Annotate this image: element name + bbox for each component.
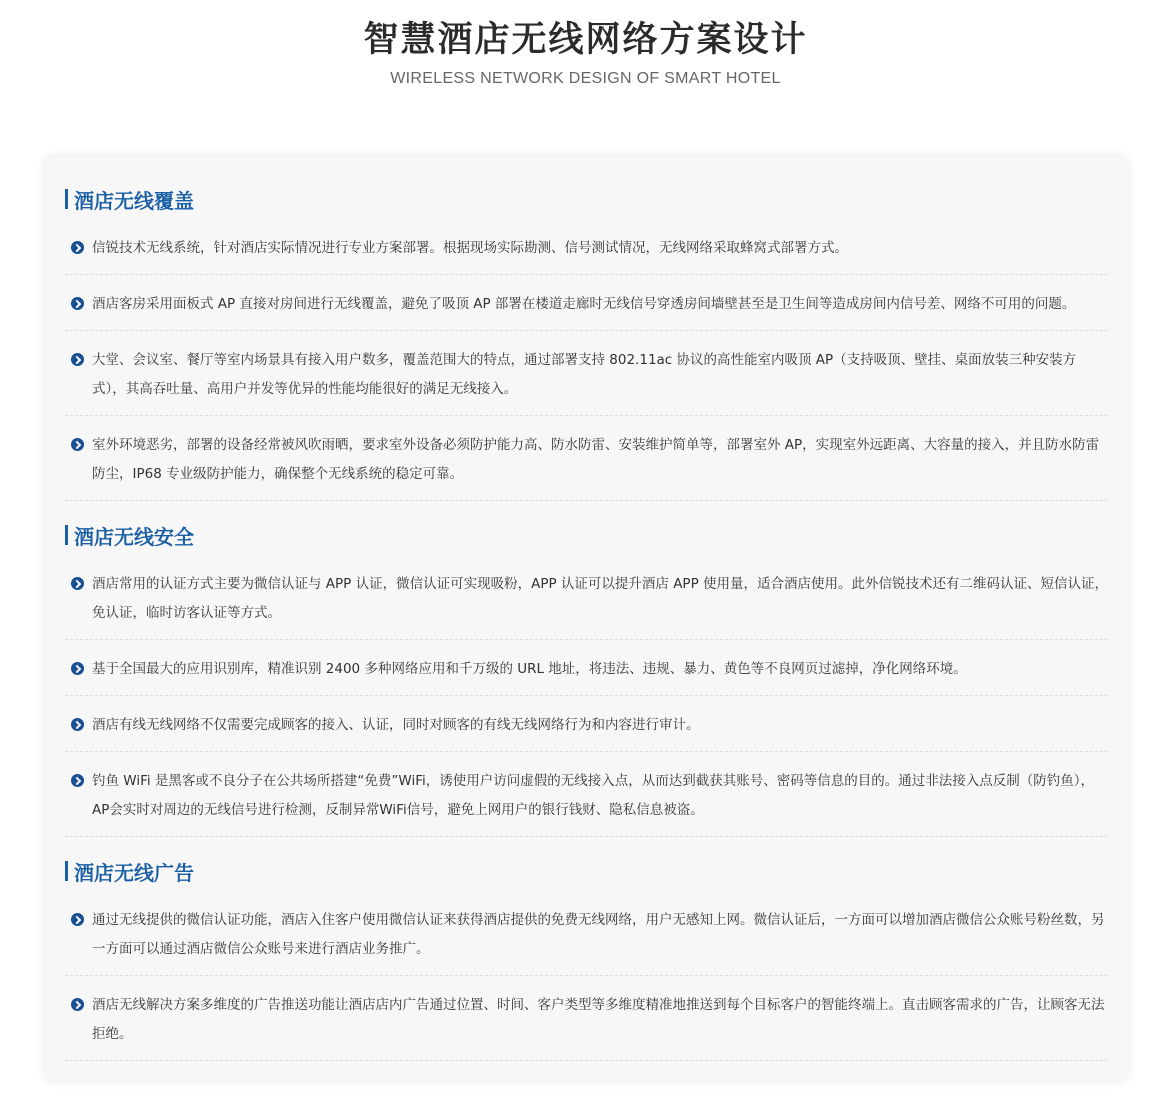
chevron-right-circle-icon xyxy=(71,913,84,926)
section-marker xyxy=(65,525,68,545)
list-item-text: 基于全国最大的应用识别库，精准识别 2400 多种网络应用和千万级的 URL 地址，将违法、违规、暴力、黄色等不良网页过滤掉，净化网络环境。 xyxy=(92,661,967,677)
chevron-right-circle-icon xyxy=(71,353,84,366)
chevron-right-circle-icon xyxy=(71,774,84,787)
list-item-text: 室外环境恶劣，部署的设备经常被风吹雨晒，要求室外设备必须防护能力高、防水防雷、安装维护简单等，部署室外 AP，实现室外远距离、大容量的接入，并且防水防雷防尘，IP68 专业级防护能力，确保整个无线系统的稳定可靠。 xyxy=(92,437,1100,482)
section-title-text: 酒店无线广告 xyxy=(74,860,194,885)
list-item-text: 酒店无线解决方案多维度的广告推送功能让酒店店内广告通过位置、时间、客户类型等多维度精准地推送到每个目标客户的智能终端上。直击顾客需求的广告，让顾客无法拒绝。 xyxy=(92,997,1105,1042)
chevron-right-circle-icon xyxy=(71,718,84,731)
chevron-right-circle-icon xyxy=(71,662,84,675)
chevron-right-circle-icon xyxy=(71,297,84,310)
list-item-text: 酒店常用的认证方式主要为微信认证与 APP 认证，微信认证可实现吸粉，APP 认证可以提升酒店 APP 使用量，适合酒店使用。此外信锐技术还有二维码认证、短信认证，免认证，临时访客认证等方式。 xyxy=(92,576,1109,621)
section-marker xyxy=(65,861,68,881)
list-item-text: 酒店有线无线网络不仅需要完成顾客的接入、认证，同时对顾客的有线无线网络行为和内容进行审计。 xyxy=(92,717,700,733)
section-title xyxy=(65,515,1108,555)
list-item-text: 通过无线提供的微信认证功能，酒店入住客户使用微信认证来获得酒店提供的免费无线网络，用户无感知上网。微信认证后，一方面可以增加酒店微信公众账号粉丝数，另一方面可以通过酒店微信公众账号来进行酒店业务推广。 xyxy=(92,912,1105,957)
list-item xyxy=(65,555,1108,640)
list-item-text: 信锐技术无线系统，针对酒店实际情况进行专业方案部署。根据现场实际勘测、信号测试情况，无线网络采取蜂窝式部署方式。 xyxy=(92,240,848,256)
page-title: 智慧酒店无线网络方案设计 xyxy=(363,20,808,60)
list-item xyxy=(65,696,1108,752)
section-title-text: 酒店无线覆盖 xyxy=(74,188,194,213)
list-item-text: 钓鱼 WiFi 是黑客或不良分子在公共场所搭建“免费”WiFi，诱使用户访问虚假的无线接入点，从而达到截获其账号、密码等信息的目的。通过非法接入点反制（防钓鱼），AP会实时对周边的无线信号进行检测，反制异常WiFi信号，避免上网用户的银行钱财、隐私信息被盗。 xyxy=(92,773,1094,818)
list-item-text: 酒店客房采用面板式 AP 直接对房间进行无线覆盖，避免了吸顶 AP 部署在楼道走廊时无线信号穿透房间墙壁甚至是卫生间等造成房间内信号差、网络不可用的问题。 xyxy=(92,296,1076,312)
page-subtitle: WIRELESS NETWORK DESIGN OF SMART HOTEL xyxy=(390,70,781,87)
chevron-right-circle-icon xyxy=(71,577,84,590)
chevron-right-circle-icon xyxy=(71,438,84,451)
content-panel xyxy=(46,157,1127,1080)
list-item xyxy=(65,891,1108,976)
section-title xyxy=(65,851,1108,891)
section-advertising xyxy=(65,851,1108,1061)
list-item-text: 大堂、会议室、餐厅等室内场景具有接入用户数多，覆盖范围大的特点，通过部署支持 802.11ac 协议的高性能室内吸顶 AP（支持吸顶、壁挂、桌面放装三种安装方式），其高吞吐量、高用户并发等优异的性能均能很好的满足无线接入。 xyxy=(92,352,1077,397)
item-list xyxy=(65,219,1108,501)
section-marker xyxy=(65,189,68,209)
list-item xyxy=(65,275,1108,331)
item-list xyxy=(65,891,1108,1061)
section-title xyxy=(65,179,1108,219)
section-security xyxy=(65,515,1108,837)
list-item xyxy=(65,219,1108,275)
list-item xyxy=(65,976,1108,1061)
page-header xyxy=(0,0,1171,89)
item-list xyxy=(65,555,1108,837)
chevron-right-circle-icon xyxy=(71,241,84,254)
list-item xyxy=(65,640,1108,696)
section-title-text: 酒店无线安全 xyxy=(74,524,194,549)
section-coverage xyxy=(65,179,1108,501)
list-item xyxy=(65,416,1108,501)
chevron-right-circle-icon xyxy=(71,998,84,1011)
list-item xyxy=(65,331,1108,416)
list-item xyxy=(65,752,1108,837)
